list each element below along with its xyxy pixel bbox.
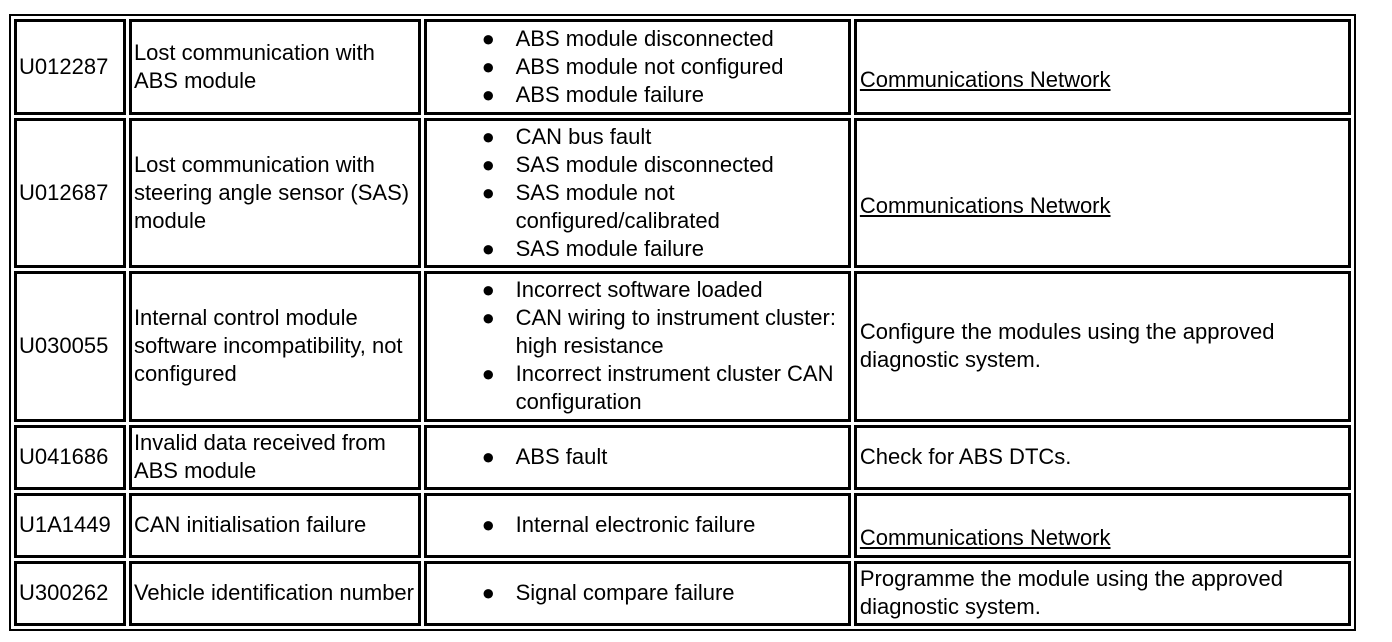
table-row [14,561,1351,626]
description-cell [129,493,421,558]
action-cell [854,425,1351,490]
list-item [482,179,845,235]
possible-causes-cell [424,425,851,490]
bullet-icon: ● [481,512,495,538]
possible-causes-cell [424,493,851,558]
dtc-description: Lost communication with steering angle sensor (SAS) module [133,151,410,233]
bullet-icon: ● [481,235,495,261]
cause-list [430,579,845,607]
list-item [482,304,845,360]
cause-text: ABS module failure [515,81,704,107]
dtc-code: U030055 [19,333,109,359]
list-item [482,511,845,539]
dtc-table [9,14,1356,631]
action-cell [854,19,1351,115]
action-text: Check for ABS DTCs. [859,444,1072,470]
bullet-icon: ● [481,151,495,177]
list-item [482,25,845,53]
description-cell [129,271,421,422]
cause-text: Incorrect software loaded [515,277,763,303]
list-item [482,123,845,151]
dtc-code-cell [14,271,126,422]
dtc-code: U012687 [19,179,109,205]
bullet-icon: ● [481,81,495,107]
possible-causes-cell [424,118,851,269]
dtc-description: Vehicle identification number [133,580,414,606]
dtc-code-cell [14,493,126,558]
bullet-icon: ● [481,179,495,205]
cause-list [430,443,845,471]
dtc-code-cell [14,561,126,626]
bullet-icon: ● [481,123,495,149]
dtc-code-cell [14,425,126,490]
description-cell [129,118,421,269]
cause-list [430,511,845,539]
action-cell [854,118,1351,269]
dtc-code-cell [14,19,126,115]
description-cell [129,19,421,115]
list-item [482,443,845,471]
dtc-code-cell [14,118,126,269]
action-cell [854,561,1351,626]
cause-list [430,276,845,416]
communications-network-link[interactable]: Communications Network [859,192,1111,218]
communications-network-link[interactable]: Communications Network [859,66,1111,92]
possible-causes-cell [424,271,851,422]
description-cell [129,425,421,490]
bullet-icon: ● [481,305,495,331]
dtc-code: U012287 [19,53,109,79]
dtc-code: U041686 [19,444,109,470]
dtc-description: CAN initialisation failure [133,512,367,538]
bullet-icon: ● [481,580,495,606]
table-row [14,425,1351,490]
list-item [482,360,845,416]
table-row [14,118,1351,269]
cause-text: CAN bus fault [515,123,652,149]
list-item [482,151,845,179]
action-cell [854,493,1351,558]
list-item [482,579,845,607]
bullet-icon: ● [481,53,495,79]
dtc-description: Invalid data received from ABS module [133,430,386,484]
action-text: Configure the modules using the approved diagnostic system. [859,319,1275,373]
cause-list [430,123,845,263]
table-row [14,19,1351,115]
cause-text: Incorrect instrument cluster CAN configuration [515,361,834,415]
cause-text: SAS module failure [515,235,704,261]
dtc-table-body [14,19,1351,626]
cause-text: ABS fault [515,444,608,470]
cause-text: SAS module disconnected [515,151,774,177]
list-item [482,81,845,109]
cause-text: ABS module disconnected [515,25,774,51]
list-item [482,235,845,263]
bullet-icon: ● [481,444,495,470]
dtc-description: Internal control module software incompatibility, not configured [133,305,403,387]
action-text: Programme the module using the approved diagnostic system. [859,566,1284,620]
list-item [482,53,845,81]
cause-text: CAN wiring to instrument cluster: high resistance [515,305,836,359]
cause-text: Internal electronic failure [515,512,756,538]
bullet-icon: ● [481,361,495,387]
description-cell [129,561,421,626]
possible-causes-cell [424,561,851,626]
dtc-description: Lost communication with ABS module [133,39,375,93]
bullet-icon: ● [481,277,495,303]
cause-text: Signal compare failure [515,580,735,606]
list-item [482,276,845,304]
dtc-code: U300262 [19,580,109,606]
possible-causes-cell [424,19,851,115]
cause-text: SAS module not configured/calibrated [515,179,720,233]
communications-network-link[interactable]: Communications Network [859,525,1111,551]
cause-list [430,25,845,109]
action-cell [854,271,1351,422]
cause-text: ABS module not configured [515,53,784,79]
table-row [14,271,1351,422]
dtc-code: U1A1449 [19,512,111,538]
bullet-icon: ● [481,25,495,51]
table-row [14,493,1351,558]
